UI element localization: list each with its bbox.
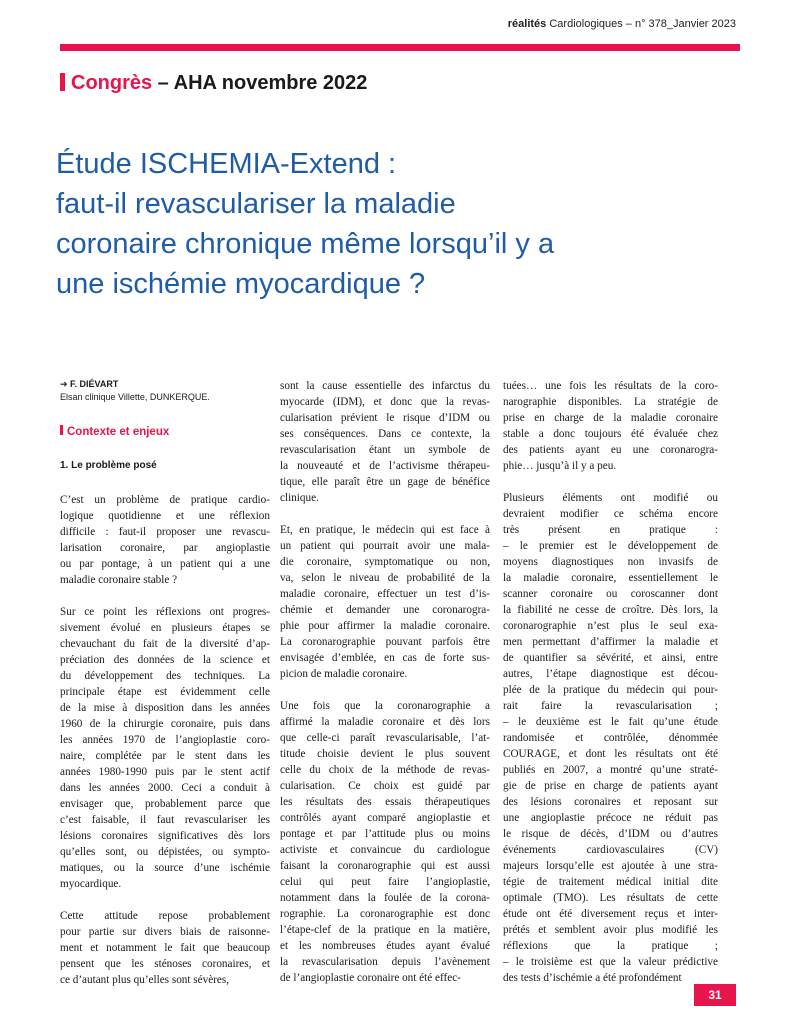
- text-line: c’est faisable, il faut revasculariser les: [60, 814, 270, 826]
- text-line: le risque de décès, d’IDM ou d’autres: [503, 828, 718, 840]
- text-line: ce d’autant plus qu’elles sont sévères,: [60, 974, 230, 986]
- text-line: contrôlés ayant comparé angioplastie et: [280, 812, 490, 824]
- text-line: événements cardiovasculaires (CV): [503, 844, 718, 856]
- text-line: tique, elle paraît être un gage de bénéfice: [280, 476, 490, 488]
- text-line: logique quotidienne et une réflexion: [60, 510, 270, 522]
- text-line: des patients ayant eu une coronarogra-: [503, 444, 718, 456]
- text-line: préciation des données de la science et: [60, 654, 270, 666]
- text-line: notamment dans la foulée de la corona-: [280, 892, 490, 904]
- text-line: Sur ce point les réflexions ont progres-: [60, 606, 270, 618]
- text-line: des lésions coronaires et reposant sur: [503, 796, 718, 808]
- text-line: picion de maladie coronaire.: [280, 668, 408, 680]
- text-line: dans les années 2000. Ceci a conduit à: [60, 782, 270, 794]
- text-line: Plusieurs éléments ont modifié ou: [503, 492, 718, 504]
- text-line: rait faire la revascularisation ;: [503, 700, 718, 712]
- section-subtitle: – AHA novembre 2022: [152, 72, 368, 94]
- text-line: la maladie coronaire, essentiellement le: [503, 572, 718, 584]
- text-line: larisation coronaire, par angioplastie: [60, 542, 270, 554]
- text-line: la revascularisation depuis l’avènement: [280, 956, 490, 968]
- text-line: une angioplastie précoce ne réduit pas: [503, 812, 718, 824]
- text-line: titude choisie devient le plus souvent: [280, 748, 490, 760]
- text-line: optimale (TMO). Les résultats de cette: [503, 892, 718, 904]
- text-line: maladie coronaire stable ?: [60, 574, 178, 586]
- text-line: faisant la coronarographie qui est aussi: [280, 860, 490, 872]
- text-line: myocardique.: [60, 878, 122, 890]
- author-block: [60, 378, 270, 404]
- text-line: La coronarographie pouvant parfois être: [280, 636, 490, 648]
- text-line: Cette attitude repose probablement: [60, 910, 270, 922]
- author-affiliation: Elsan clinique Villette, DUNKERQUE.: [60, 392, 210, 402]
- problem-heading: 1. Le problème posé: [60, 460, 157, 471]
- text-line: l’étape-clef de la pratique en la matière,: [280, 924, 490, 936]
- text-line: des tests d’ischémie a été profondément: [503, 972, 682, 984]
- subheading: [60, 424, 270, 440]
- text-line: étude ont été diversement reçus et inter-: [503, 908, 718, 920]
- text-line: revascularisation étant un symbole de: [280, 444, 490, 456]
- text-line: Et, en pratique, le médecin qui est face à: [280, 524, 490, 536]
- paragraph: [60, 492, 270, 588]
- section-heading: [60, 72, 367, 95]
- text-line: maladie coronaire, effectuer un test d’is-: [280, 588, 490, 600]
- text-line: la nouveauté et de l’activisme thérapeu-: [280, 460, 490, 472]
- text-line: va, selon le niveau de probabilité de la: [280, 572, 490, 584]
- paragraph: [503, 490, 718, 986]
- text-line: la fiabilité ne cesse de croître. Dès lors, la: [503, 604, 718, 616]
- paragraph: [280, 522, 490, 682]
- text-line: chevauchant du fait de la diversité d’ap-: [60, 638, 270, 650]
- text-line: envisagée d’emblée, en cas de forte sus-: [280, 652, 490, 664]
- column-3: [503, 378, 718, 1002]
- text-line: années 1980-1990 puis par le stent actif: [60, 766, 270, 778]
- text-line: autres, l’étape diagnostique est décou-: [503, 668, 718, 680]
- text-line: les années 1970 de l’angioplastie coro-: [60, 734, 270, 746]
- column-2: [280, 378, 490, 1002]
- journal-issue: Cardiologiques – n° 378_Janvier 2023: [549, 18, 736, 30]
- title-line: Étude ISCHEMIA-Extend :: [56, 148, 397, 180]
- text-line: ses conséquences. Dans ce contexte, la: [280, 428, 490, 440]
- text-line: devraient modifier ce schéma encore: [503, 508, 718, 520]
- text-line: clinique.: [280, 492, 319, 504]
- text-line: prise en charge de la maladie coronaire: [503, 412, 718, 424]
- text-line: affirmé la maladie coronaire et dès lors: [280, 716, 490, 728]
- text-line: phie… jusqu’à il y a peu.: [503, 460, 617, 472]
- text-line: scanner coronaire ou coroscanner dont: [503, 588, 718, 600]
- text-line: C’est un problème de pratique cardio-: [60, 494, 270, 506]
- paragraph: [280, 698, 490, 986]
- text-line: sivement évolué en plusieurs étapes se: [60, 622, 270, 634]
- column-1: [60, 378, 270, 1004]
- text-line: un patient qui pourrait avoir une mala-: [280, 540, 490, 552]
- subheading-text: Contexte et enjeux: [67, 426, 170, 438]
- text-line: naire, complétée par le stent dans les: [60, 750, 270, 762]
- title-line: faut-il revasculariser la maladie: [56, 188, 456, 220]
- title-line: une ischémie myocardique ?: [56, 268, 426, 300]
- text-line: narographie disponibles. La stratégie de: [503, 396, 718, 408]
- text-line: die coronaire, symptomatique ou non,: [280, 556, 490, 568]
- text-line: gie de prise en charge de patients ayant: [503, 780, 718, 792]
- text-line: chémie et demander une coronarogra-: [280, 604, 490, 616]
- text-line: cularisation. Ce choix est guidé par: [280, 780, 490, 792]
- text-line: publiés en 2007, a montré qu’une straté-: [503, 764, 718, 776]
- paragraph: [60, 604, 270, 892]
- text-line: pontage et par l’attitude plus ou moins: [280, 828, 490, 840]
- text-line: celui qui peut faire l’angioplastie,: [280, 876, 490, 888]
- text-line: lésions coronaires significatives dès lors: [60, 830, 270, 842]
- text-line: et les nombreuses études ayant évalué: [280, 940, 490, 952]
- section-marker: [60, 73, 65, 91]
- text-line: les résultats des essais thérapeutiques: [280, 796, 490, 808]
- text-line: rographie. La coronarographie est donc: [280, 908, 490, 920]
- page-number: 31: [694, 984, 736, 1006]
- text-line: de quantifier sa sévérité, et ainsi, entre: [503, 652, 718, 664]
- text-line: cularisation prévient le risque d’IDM ou: [280, 412, 490, 424]
- text-line: COURAGE, et dont les résultats ont été: [503, 748, 718, 760]
- text-line: plée de la pratique du médecin qui pour-: [503, 684, 718, 696]
- author-name: F. DIÉVART: [70, 379, 119, 389]
- text-line: ment et notamment le fait que beaucoup: [60, 942, 270, 954]
- text-line: moyens diagnostiques non invasifs de: [503, 556, 718, 568]
- arrow-icon: ➔: [60, 379, 71, 389]
- text-line: sont la cause essentielle des infarctus du: [280, 380, 490, 392]
- text-line: pensent que les sténoses coronaires, et: [60, 958, 270, 970]
- text-line: – le troisième est que la valeur prédictive: [503, 956, 718, 968]
- running-head: [508, 18, 736, 30]
- text-line: – le deuxième est le fait qu’une étude: [503, 716, 718, 728]
- text-line: prétés et semblent avoir plus modifié les: [503, 924, 718, 936]
- section-label: Congrès: [71, 72, 153, 94]
- text-line: ou par pontage, à un patient qui a une: [60, 558, 270, 570]
- text-line: myocarde (IDM), et donc que la revas-: [280, 396, 490, 408]
- text-line: randomisée et contrôlée, dénommée: [503, 732, 718, 744]
- text-line: qu’elles sont, ou dépistées, ou sympto-: [60, 846, 270, 858]
- journal-brand: réalités: [507, 18, 547, 30]
- text-line: matiques, ou la source d’une ischémie: [60, 862, 270, 874]
- text-line: que celle-ci paraît revascularisable, l’at-: [280, 732, 490, 744]
- top-rule: [60, 44, 740, 51]
- text-line: Une fois que la coronarographie a: [280, 700, 490, 712]
- text-line: envisager que, probablement parce que: [60, 798, 270, 810]
- paragraph: [503, 378, 718, 474]
- text-line: activiste et convaincue du cardiologue: [280, 844, 490, 856]
- text-line: très présent en pratique :: [503, 524, 718, 536]
- text-line: principale étape est évidemment celle: [60, 686, 270, 698]
- text-line: – le premier est le développement de: [503, 540, 718, 552]
- text-line: tégie de traitement médical initial dite: [503, 876, 718, 888]
- text-line: majeurs lorsqu’elle est ajoutée à une stra-: [503, 860, 718, 872]
- text-line: difficile : faut-il proposer une revascu-: [60, 526, 270, 538]
- text-line: coronarographie n’est plus le seul exa-: [503, 620, 718, 632]
- text-line: de l’angioplastie coronaire ont été effec-: [280, 972, 461, 984]
- article-title: [56, 144, 746, 304]
- text-line: réflexions que la pratique ;: [503, 940, 718, 952]
- text-line: tuées… une fois les résultats de la coro-: [503, 380, 718, 392]
- paragraph: [60, 908, 270, 988]
- text-line: phie pour affirmer la maladie coronaire.: [280, 620, 490, 632]
- title-line: coronaire chronique même lorsqu’il y a: [56, 228, 555, 260]
- text-line: 1960 de la chirurgie coronaire, puis dans: [60, 718, 270, 730]
- text-line: celle du choix de la méthode de revas-: [280, 764, 490, 776]
- text-line: du développement des techniques. La: [60, 670, 270, 682]
- subheading-marker: [60, 425, 63, 435]
- text-line: men permettant d’affirmer la maladie et: [503, 636, 718, 648]
- paragraph: [280, 378, 490, 506]
- text-line: pour partie sur divers biais de raisonne-: [60, 926, 270, 938]
- text-line: de la mise à disposition dans les années: [60, 702, 270, 714]
- text-line: stable a donc toujours été évaluée chez: [503, 428, 718, 440]
